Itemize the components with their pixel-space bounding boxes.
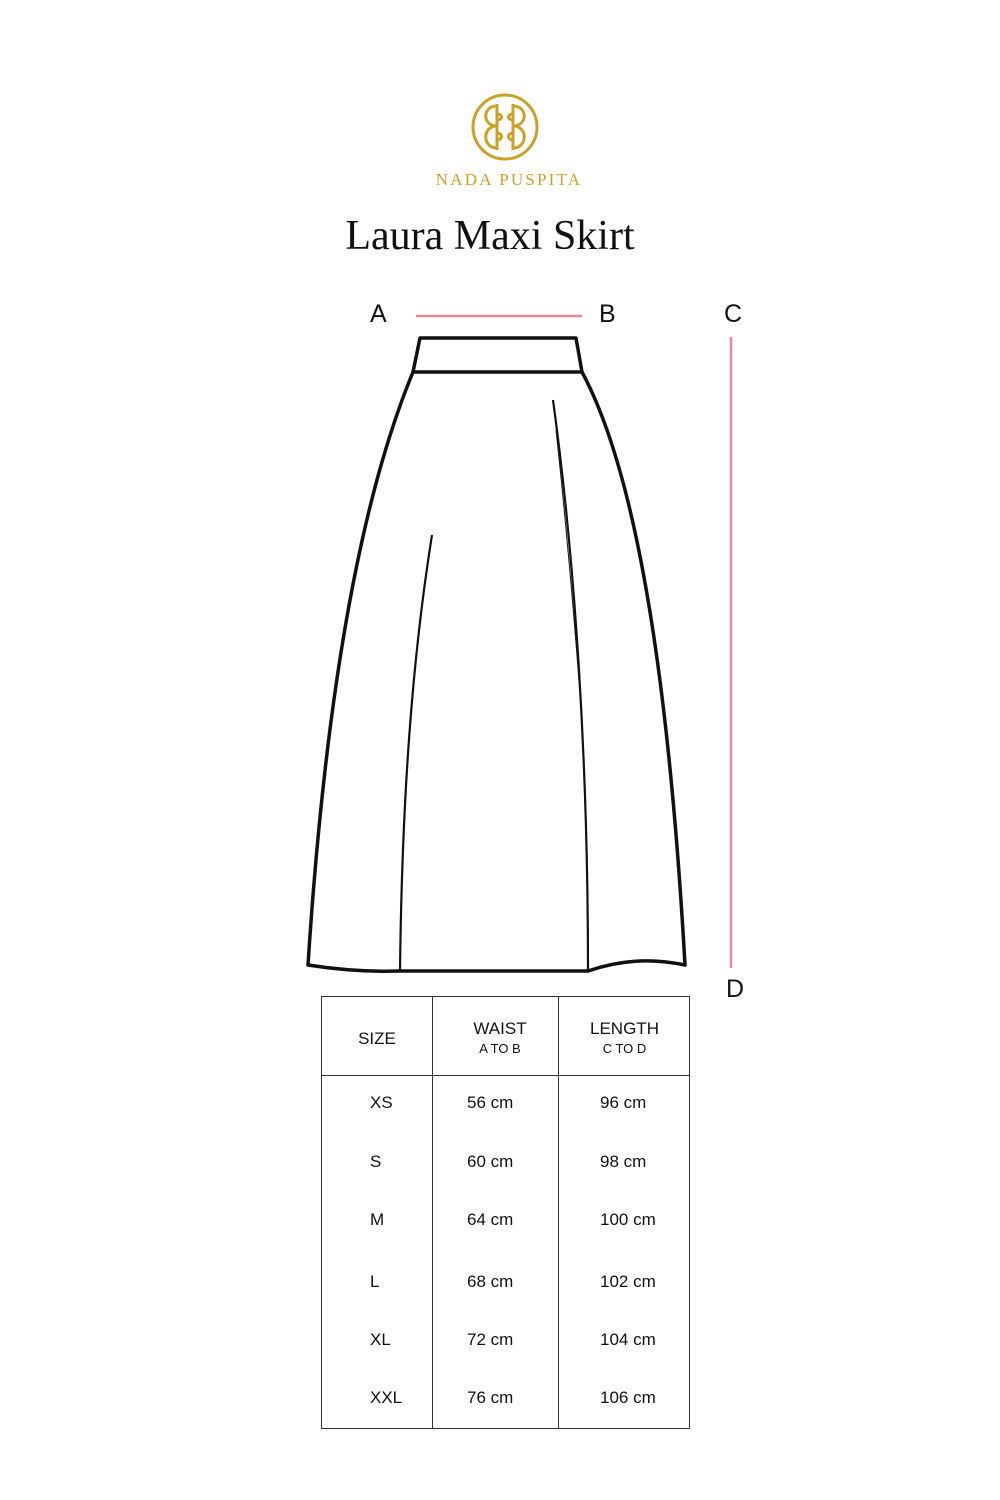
table-row-m-waist: 64 cm — [467, 1210, 514, 1229]
point-label-b: B — [599, 300, 616, 328]
header-waist-sub: A TO B — [479, 1041, 521, 1056]
skirt-outline — [308, 372, 685, 971]
point-label-a: A — [370, 300, 387, 328]
table-row-m-size: M — [370, 1210, 385, 1229]
table-row-m-length: 100 cm — [600, 1210, 656, 1229]
page-title: Laura Maxi Skirt — [345, 213, 635, 259]
skirt-waistband — [413, 338, 582, 372]
table-row-s-size: S — [370, 1152, 382, 1171]
table-row-xxl-length: 106 cm — [600, 1388, 656, 1407]
header-waist — [432, 1019, 568, 1056]
point-label-d: D — [726, 975, 745, 1003]
table-row-s-waist: 60 cm — [467, 1152, 514, 1171]
table-row-xxl-size: XXL — [370, 1388, 403, 1407]
table-row-xs-length: 96 cm — [600, 1093, 647, 1112]
header-length-sub: C TO D — [602, 1041, 647, 1056]
header-length-label: LENGTH — [590, 1019, 659, 1038]
size-chart-table — [321, 996, 690, 1429]
skirt-pleat-right-inner — [556, 430, 582, 720]
brand-name: NADA PUSPITA — [435, 170, 583, 189]
table-row-l-size: L — [370, 1272, 380, 1291]
table-row-l-waist: 68 cm — [467, 1272, 514, 1291]
header-length — [558, 1019, 691, 1056]
skirt-pleat-left — [400, 535, 432, 971]
table-row-xl-waist: 72 cm — [467, 1330, 514, 1349]
table-row-xs-waist: 56 cm — [467, 1093, 514, 1112]
header-waist-label: WAIST — [473, 1019, 527, 1038]
table-row-l-length: 102 cm — [600, 1272, 656, 1291]
header-size-label: SIZE — [358, 1029, 396, 1048]
table-row-xl-size: XL — [370, 1330, 391, 1349]
table-row-xs-size: XS — [370, 1093, 393, 1112]
header-size — [322, 1029, 432, 1049]
table-row-s-length: 98 cm — [600, 1152, 647, 1171]
point-label-c: C — [724, 300, 743, 328]
table-row-xl-length: 104 cm — [600, 1330, 656, 1349]
table-row-xxl-waist: 76 cm — [467, 1388, 514, 1407]
skirt-pleat-right — [553, 400, 588, 971]
